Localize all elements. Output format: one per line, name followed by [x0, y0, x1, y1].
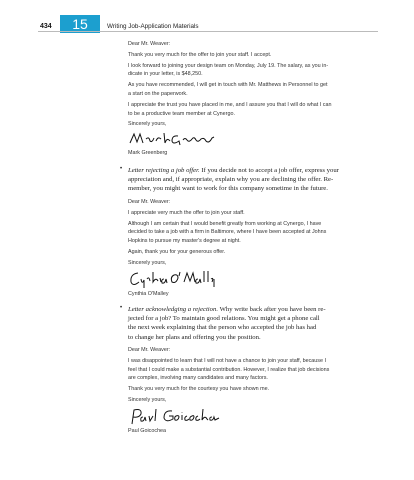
letter2-salutation: Dear Mr. Weaver: — [128, 199, 171, 205]
letter3-salutation: Dear Mr. Weaver: — [128, 347, 171, 353]
letter2-line: Again, thank you for your generous offer. — [128, 248, 226, 255]
bullet1-line: appreciation and, if appropriate, explain why you are declining the offer. Re- — [128, 176, 334, 184]
bullet2-line: to change her plans and offering you the position. — [128, 333, 261, 341]
running-head: Writing Job-Application Materials — [107, 23, 199, 30]
letter1-closing: Sincerely yours, — [128, 121, 167, 128]
bullet2-line: Letter acknowledging a rejection. Why write back after you have been re- — [128, 306, 326, 313]
bullet-icon: • — [120, 305, 123, 311]
letter1-line: As you have recommended, I will get in touch with Mr. Matthews in Personnel to get — [128, 82, 328, 89]
letter1-salutation: Dear Mr. Weaver: — [128, 41, 171, 47]
letter-accepting-offer — [128, 40, 376, 158]
bullet-icon: • — [120, 166, 123, 172]
bullet-lead-phrase: Letter acknowledging a rejection. — [128, 306, 219, 313]
bullet-rejecting-offer — [120, 166, 382, 194]
letter-rejecting-offer — [128, 198, 376, 298]
letter1-line: Thank you very much for the offer to join your staff. I accept. — [128, 51, 272, 58]
letter1-line: to be a productive team member at Cynergo. — [128, 110, 235, 117]
letter-acknowledging-rejection — [128, 346, 376, 436]
page-number: 434 — [40, 23, 52, 30]
letter3-line: are complex, involving many candidates and many factors. — [128, 375, 268, 382]
letter1-line: a start on the paperwork. — [128, 90, 188, 97]
bullet-lead-phrase: Letter rejecting a job offer. — [128, 167, 200, 174]
signature-paul-goicochea — [128, 405, 376, 427]
letter1-line: I look forward to joining your design team on Monday, July 19. The salary, as you in- — [128, 62, 329, 69]
chapter-number-badge: 15 — [60, 15, 100, 33]
bullet1-line: member, you might want to work for this company sometime in the future. — [128, 185, 328, 193]
bullet2-line: the next week explaining that the person who accepted the job has had — [128, 324, 317, 332]
letter1-signer: Mark Greenberg — [128, 150, 168, 157]
letter2-line: Hopkins to pursue my master's degree at night. — [128, 238, 241, 245]
letter1-line: I appreciate the trust you have placed in me, and I assure you that I will do what I can — [128, 101, 332, 108]
signature-mark-greenberg — [128, 129, 376, 149]
letter3-line: I was disappointed to learn that I will not have a chance to join your staff, because I — [128, 357, 326, 364]
letter2-closing: Sincerely yours, — [128, 259, 167, 266]
letter2-line: decided to take a job with a firm in Baltimore, where I have been accepted at Johns — [128, 229, 327, 236]
letter3-line: Thank you very much for the courtesy you have shown me. — [128, 386, 270, 393]
bullet2-line: jected for a job? To maintain good relations. You might get a phone call — [128, 315, 320, 323]
letter3-line: feel that I could make a substantial contribution. However, I realize that job decisions — [128, 366, 330, 373]
bullet1-line: Letter rejecting a job offer. If you decide not to accept a job offer, express your — [128, 167, 339, 174]
header-rule — [38, 31, 378, 32]
letter3-closing: Sincerely yours, — [128, 396, 167, 403]
letter2-line: Although I am certain that I would benefit greatly from working at Cynergo, I have — [128, 220, 322, 227]
bullet-acknowledging-rejection — [120, 305, 382, 342]
letter2-signer: Cynthia O'Malley — [128, 290, 169, 297]
signature-cynthia-omalley — [128, 268, 376, 290]
letter1-line: dicate in your letter, is $48,250. — [128, 71, 203, 78]
letter3-signer: Paul Goicochea — [128, 427, 167, 434]
letter2-line: I appreciate very much the offer to join your staff. — [128, 209, 245, 216]
